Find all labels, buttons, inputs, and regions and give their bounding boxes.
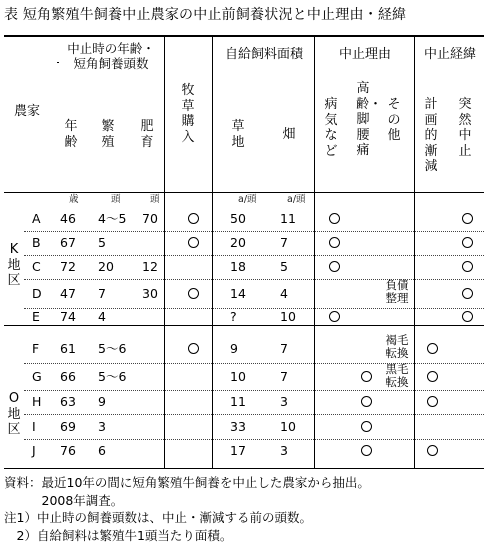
row-id: J	[32, 443, 36, 458]
cell-field: 3	[280, 443, 288, 458]
cell-other-reason: 負債整理	[385, 278, 409, 305]
mark-planned	[427, 371, 438, 382]
unit-field: a/頭	[287, 194, 306, 205]
row-id: D	[32, 285, 42, 301]
cell-field: 10	[280, 308, 296, 324]
cell-grassland: 50	[230, 211, 246, 226]
header-age: 年齢	[64, 119, 78, 150]
cell-breeding: 5～6	[98, 368, 127, 384]
row-separator	[24, 231, 484, 232]
row-id: A	[32, 211, 41, 226]
mark-aging	[361, 445, 372, 456]
table-bottom-border	[4, 468, 484, 469]
row-id: G	[32, 368, 42, 384]
header-age-group-line2: 短角飼養頭数	[59, 57, 163, 71]
unit-fattening: 頭	[150, 194, 160, 205]
mark-illness	[329, 237, 340, 248]
cell-age: 61	[60, 340, 76, 356]
cell-fattening: 70	[142, 211, 158, 226]
row-separator	[24, 414, 484, 415]
header-process-group: 中止経緯	[423, 47, 476, 62]
header-breeding: 繁殖	[101, 119, 115, 150]
header-other: その他	[387, 97, 401, 143]
cell-field: 7	[280, 235, 288, 250]
mark-purchase	[188, 288, 199, 299]
cell-field: 11	[280, 211, 296, 226]
header-reason-group: 中止理由	[338, 47, 391, 62]
mark-aging	[361, 371, 372, 382]
cell-age: 66	[60, 368, 76, 384]
cell-breeding: 20	[98, 259, 114, 274]
notes	[4, 474, 370, 544]
cell-age: 69	[60, 418, 76, 434]
col-divider-reason	[314, 35, 315, 469]
cell-breeding: 4～5	[98, 211, 127, 226]
cell-field: 5	[280, 259, 288, 274]
header-bottom-border	[4, 192, 484, 193]
col-divider-feed	[212, 35, 213, 469]
district-label-k: K地区	[7, 242, 21, 288]
cell-field: 7	[280, 368, 288, 384]
cell-age: 76	[60, 443, 76, 458]
cell-other-reason: 黒毛転換	[385, 362, 409, 389]
table-title: 表 短角繁殖牛飼養中止農家の中止前飼養状況と中止理由・経緯	[4, 7, 407, 23]
row-separator	[24, 255, 484, 256]
row-id: B	[32, 235, 41, 250]
mark-planned	[427, 343, 438, 354]
mark-sudden	[462, 311, 473, 322]
cell-field: 10	[280, 418, 296, 434]
cell-grassland: 18	[230, 259, 246, 274]
note-1: 注1）中止時の飼養頭数は、中止・漸減する前の頭数。	[4, 510, 312, 525]
note-source: 資料：最近10年の間に短角繁殖牛飼養を中止した農家から抽出。	[4, 475, 370, 490]
header-fattening: 肥育	[140, 119, 154, 150]
row-separator	[24, 439, 484, 440]
header-grassland: 草地	[231, 119, 245, 150]
mark-aging	[361, 396, 372, 407]
cell-breeding: 6	[98, 443, 106, 458]
row-id: E	[32, 308, 40, 324]
header-planned: 計画的漸減	[424, 97, 438, 174]
header-feed-group: 自給飼料面積	[224, 47, 303, 62]
cell-grassland: 17	[230, 443, 246, 458]
mark-illness	[329, 311, 340, 322]
cell-grassland: 10	[230, 368, 246, 384]
mark-purchase	[188, 343, 199, 354]
unit-grassland: a/頭	[238, 194, 257, 205]
cell-field: 4	[280, 285, 288, 301]
mark-planned	[427, 445, 438, 456]
col-divider-purchase	[164, 35, 165, 469]
row-separator	[24, 390, 484, 391]
cell-field: 7	[280, 340, 288, 356]
mark-purchase	[188, 213, 199, 224]
cell-breeding: 3	[98, 418, 106, 434]
cell-grassland: 33	[230, 418, 246, 434]
note-2: 2）自給飼料は繁殖牛1頭当たり面積。	[4, 527, 233, 543]
data-table	[4, 35, 484, 469]
cell-age: 47	[60, 285, 76, 301]
mark-sudden	[462, 213, 473, 224]
cell-grassland: 20	[230, 235, 246, 250]
mark-illness	[329, 261, 340, 272]
cell-breeding: 9	[98, 394, 106, 409]
cell-age: 46	[60, 211, 76, 226]
cell-breeding: 5～6	[98, 340, 127, 356]
cell-fattening: 12	[142, 259, 158, 274]
header-aging: 高齢・脚腰痛	[356, 81, 383, 158]
cell-grassland: 11	[230, 394, 246, 409]
mark-illness	[329, 213, 340, 224]
header-field: 畑	[282, 127, 296, 142]
cell-age: 67	[60, 235, 76, 250]
row-id: C	[32, 259, 41, 274]
mark-sudden	[462, 237, 473, 248]
cell-grassland: 9	[230, 340, 238, 356]
cell-age: 63	[60, 394, 76, 409]
mark-purchase	[188, 237, 199, 248]
header-sudden: 突然中止	[458, 97, 472, 159]
cell-grassland: 14	[230, 285, 246, 301]
unit-breeding: 頭	[111, 194, 121, 205]
header-forage-purchase: 牧草購入	[181, 83, 195, 145]
table-top-border	[4, 35, 484, 37]
mark-sudden	[462, 261, 473, 272]
cell-age: 72	[60, 259, 76, 274]
cell-age: 74	[60, 308, 76, 324]
col-divider-process	[414, 35, 415, 469]
header-illness: 病気など	[324, 97, 338, 159]
mark-sudden	[462, 288, 473, 299]
district-label-o: O地区	[7, 391, 21, 437]
cell-grassland: ?	[230, 308, 237, 324]
mark-planned	[427, 396, 438, 407]
mark-aging	[361, 421, 372, 432]
cell-fattening: 30	[142, 285, 158, 301]
row-separator	[24, 363, 484, 364]
cell-breeding: 7	[98, 285, 106, 301]
district-separator	[4, 325, 484, 326]
row-id: I	[32, 418, 36, 434]
row-separator	[24, 279, 484, 280]
unit-age: 歳	[69, 194, 79, 205]
cell-breeding: 5	[98, 235, 106, 250]
note-year: 2008年調査。	[4, 492, 124, 508]
cell-other-reason: 褐毛転換	[385, 333, 409, 360]
header-farm: 農家	[13, 104, 40, 119]
row-id: F	[32, 340, 40, 356]
cell-breeding: 4	[98, 308, 106, 324]
header-age-group-line1: 中止時の年齢・	[67, 41, 155, 56]
row-id: H	[32, 394, 42, 409]
cell-field: 3	[280, 394, 288, 409]
